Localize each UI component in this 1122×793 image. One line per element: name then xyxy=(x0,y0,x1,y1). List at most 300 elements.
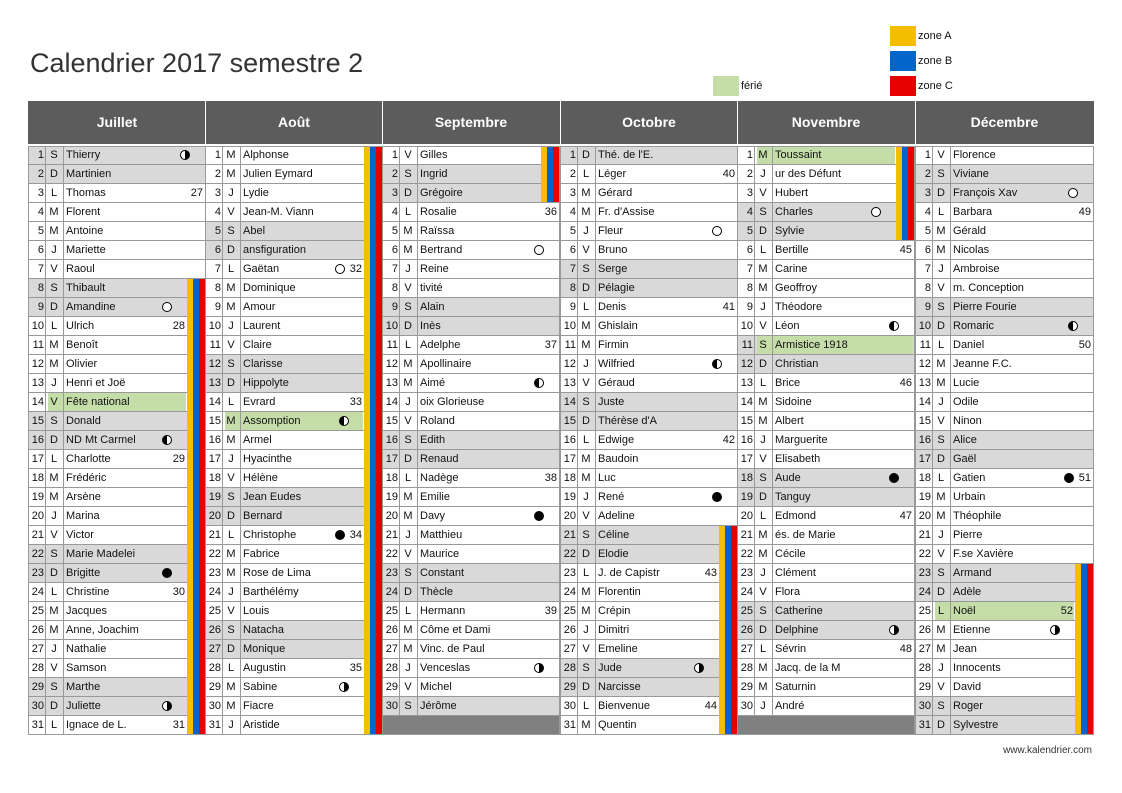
saint-name: és. de Marie xyxy=(775,529,836,541)
saint-name: Côme et Dami xyxy=(420,624,491,636)
day-number: 31 xyxy=(31,719,44,731)
day-number: 12 xyxy=(740,358,753,370)
saint-name: Théodore xyxy=(775,301,823,313)
day-number: 24 xyxy=(563,586,576,598)
saint-name: Thierry xyxy=(66,149,101,161)
saint-name: Edmond xyxy=(775,510,816,522)
day-number: 2 xyxy=(924,168,931,180)
day-of-week: J xyxy=(583,358,589,370)
header-separator xyxy=(915,101,916,144)
week-number: 47 xyxy=(899,510,912,522)
day-of-week: D xyxy=(582,548,590,560)
footer-url: www.kalendrier.com xyxy=(1003,745,1092,756)
day-number: 13 xyxy=(208,377,221,389)
day-of-week: M xyxy=(758,149,768,161)
day-of-week: M xyxy=(49,206,59,218)
day-of-week: M xyxy=(49,358,59,370)
day-of-week: M xyxy=(581,719,591,731)
day-number: 7 xyxy=(214,263,221,275)
day-number: 17 xyxy=(385,453,398,465)
day-number: 14 xyxy=(31,396,44,408)
day-number: 27 xyxy=(563,643,576,655)
day-of-week: D xyxy=(759,491,767,503)
month-header: Décembre xyxy=(915,101,1094,144)
saint-name: Edith xyxy=(420,434,446,446)
day-of-week: L xyxy=(582,567,590,579)
saint-name: Romaric xyxy=(953,320,994,332)
day-number: 20 xyxy=(918,510,931,522)
week-number: 37 xyxy=(544,339,557,351)
saint-name: Noël xyxy=(953,605,976,617)
week-number: 45 xyxy=(899,244,912,256)
day-of-week: J xyxy=(51,244,57,256)
saint-name: Adelphe xyxy=(420,339,461,351)
day-of-week: S xyxy=(404,434,412,446)
day-number: 30 xyxy=(31,700,44,712)
saint-name: Natacha xyxy=(243,624,284,636)
day-number: 2 xyxy=(37,168,44,180)
day-of-week: V xyxy=(937,282,945,294)
saint-name: Marina xyxy=(66,510,100,522)
week-number: 29 xyxy=(172,453,185,465)
day-number: 15 xyxy=(918,415,931,427)
saint-name: Alain xyxy=(420,301,445,313)
day-of-week: D xyxy=(404,586,412,598)
saint-name: Aristide xyxy=(243,719,280,731)
saint-name: Quentin xyxy=(598,719,637,731)
day-of-week: J xyxy=(51,643,57,655)
day-number: 8 xyxy=(214,282,221,294)
saint-name: Charlotte xyxy=(66,453,111,465)
day-number: 23 xyxy=(31,567,44,579)
saint-name: Théophile xyxy=(953,510,1002,522)
day-of-week: S xyxy=(404,700,412,712)
saint-name: Brigitte xyxy=(66,567,101,579)
day-number: 17 xyxy=(31,453,44,465)
saint-name: Fabrice xyxy=(243,548,280,560)
day-number: 6 xyxy=(391,244,398,256)
day-of-week: M xyxy=(226,567,236,579)
month-header: Août xyxy=(205,101,383,144)
legend-label-zone-b: zone B xyxy=(918,55,953,67)
day-number: 9 xyxy=(569,301,576,313)
day-of-week: M xyxy=(758,662,768,674)
saint-name: Anne, Joachim xyxy=(66,624,139,636)
day-of-week: S xyxy=(937,301,945,313)
day-of-week: M xyxy=(226,168,236,180)
day-of-week: V xyxy=(404,681,412,693)
day-of-week: D xyxy=(50,700,58,712)
saint-name: Florentin xyxy=(598,586,641,598)
saint-name: Pierre Fourie xyxy=(953,301,1017,313)
saint-name: Amour xyxy=(243,301,276,313)
day-number: 25 xyxy=(563,605,576,617)
day-number: 12 xyxy=(208,358,221,370)
day-number: 6 xyxy=(569,244,576,256)
day-number: 4 xyxy=(391,206,398,218)
day-number: 9 xyxy=(214,301,221,313)
week-number: 50 xyxy=(1078,339,1091,351)
day-number: 27 xyxy=(31,643,44,655)
day-of-week: M xyxy=(49,491,59,503)
day-number: 18 xyxy=(918,472,931,484)
saint-name: Juste xyxy=(598,396,625,408)
day-of-week: L xyxy=(404,206,412,218)
day-of-week: M xyxy=(403,244,413,256)
saint-name: Apollinaire xyxy=(420,358,472,370)
saint-name: Fleur xyxy=(598,225,624,237)
month-header: Juillet xyxy=(28,101,206,144)
day-of-week: J xyxy=(938,396,944,408)
saint-name: Bienvenue xyxy=(598,700,650,712)
day-of-week: M xyxy=(49,225,59,237)
day-number: 17 xyxy=(208,453,221,465)
day-number: 30 xyxy=(740,700,753,712)
day-of-week: M xyxy=(226,700,236,712)
saint-name: ND Mt Carmel xyxy=(66,434,136,446)
saint-name: Luc xyxy=(598,472,616,484)
day-of-week: V xyxy=(227,472,235,484)
day-of-week: J xyxy=(51,377,57,389)
saint-name: Odile xyxy=(953,396,979,408)
saint-name: ansfiguration xyxy=(243,244,306,256)
day-number: 7 xyxy=(391,263,398,275)
day-number: 15 xyxy=(208,415,221,427)
day-number: 3 xyxy=(746,187,753,199)
saint-name: Emilie xyxy=(420,491,450,503)
week-number: 31 xyxy=(172,719,185,731)
saint-name: Maurice xyxy=(420,548,460,560)
day-of-week: M xyxy=(403,225,413,237)
day-of-week: J xyxy=(760,168,766,180)
day-of-week: L xyxy=(582,168,590,180)
saint-name: Frédéric xyxy=(66,472,107,484)
day-number: 6 xyxy=(746,244,753,256)
day-of-week: L xyxy=(404,339,412,351)
day-number: 3 xyxy=(37,187,44,199)
day-of-week: D xyxy=(50,168,58,180)
saint-name: Christophe xyxy=(243,529,297,541)
month-3 xyxy=(560,101,738,734)
saint-name: Armand xyxy=(953,567,992,579)
day-of-week: V xyxy=(50,662,58,674)
day-number: 16 xyxy=(740,434,753,446)
saint-name: Jean Eudes xyxy=(243,491,302,503)
day-number: 23 xyxy=(918,567,931,579)
saint-name: Nadège xyxy=(420,472,459,484)
saint-name: Jeanne F.C. xyxy=(953,358,1012,370)
day-of-week: J xyxy=(228,320,234,332)
saint-name: Sidoine xyxy=(775,396,812,408)
day-of-week: M xyxy=(936,643,946,655)
saint-name: Wilfried xyxy=(598,358,635,370)
week-number: 34 xyxy=(349,529,362,541)
day-of-week: J xyxy=(228,719,234,731)
day-number: 23 xyxy=(385,567,398,579)
week-number: 33 xyxy=(349,396,362,408)
day-of-week: M xyxy=(758,396,768,408)
day-number: 28 xyxy=(563,662,576,674)
day-of-week: J xyxy=(405,263,411,275)
saint-name: Emeline xyxy=(598,643,638,655)
header-separator xyxy=(382,101,383,144)
day-of-week: M xyxy=(936,225,946,237)
day-of-week: S xyxy=(404,567,412,579)
saint-name: Hyacinthe xyxy=(243,453,292,465)
saint-name: Sabine xyxy=(243,681,278,693)
saint-name: Donald xyxy=(66,415,101,427)
day-number: 18 xyxy=(31,472,44,484)
day-number: 24 xyxy=(740,586,753,598)
day-of-week: J xyxy=(583,225,589,237)
day-number: 4 xyxy=(746,206,753,218)
saint-name: Fête national xyxy=(66,396,130,408)
day-of-week: S xyxy=(937,700,945,712)
day-of-week: D xyxy=(50,567,58,579)
day-of-week: L xyxy=(759,510,767,522)
page-title: Calendrier 2017 semestre 2 xyxy=(30,48,364,78)
day-number: 29 xyxy=(563,681,576,693)
day-number: 11 xyxy=(32,339,44,351)
day-number: 1 xyxy=(391,149,398,161)
day-number: 26 xyxy=(563,624,576,636)
month-border xyxy=(915,146,1094,735)
day-number: 27 xyxy=(385,643,398,655)
saint-name: Vinc. de Paul xyxy=(420,643,485,655)
day-number: 30 xyxy=(918,700,931,712)
day-number: 9 xyxy=(746,301,753,313)
day-number: 29 xyxy=(918,681,931,693)
saint-name: Lydie xyxy=(243,187,269,199)
day-of-week: M xyxy=(581,605,591,617)
day-of-week: D xyxy=(582,282,590,294)
header-separator xyxy=(737,101,738,144)
day-of-week: V xyxy=(227,339,235,351)
legend-label-ferie: férié xyxy=(741,80,763,92)
day-number: 25 xyxy=(208,605,221,617)
header-separator xyxy=(560,101,561,144)
day-number: 8 xyxy=(391,282,398,294)
saint-name: Gaël xyxy=(953,453,977,465)
day-number: 6 xyxy=(214,244,221,256)
day-of-week: S xyxy=(937,434,945,446)
day-of-week: V xyxy=(50,263,58,275)
day-of-week: S xyxy=(582,662,590,674)
saint-name: Olivier xyxy=(66,358,98,370)
saint-name: Rose de Lima xyxy=(243,567,311,579)
day-number: 13 xyxy=(563,377,576,389)
day-number: 29 xyxy=(208,681,221,693)
day-number: 4 xyxy=(37,206,44,218)
day-number: 17 xyxy=(918,453,931,465)
day-number: 22 xyxy=(31,548,44,560)
month-border xyxy=(205,146,383,735)
month-header: Octobre xyxy=(560,101,738,144)
day-of-week: D xyxy=(937,586,945,598)
saint-name: Ignace de L. xyxy=(66,719,127,731)
day-number: 29 xyxy=(740,681,753,693)
saint-name: Catherine xyxy=(775,605,823,617)
day-of-week: L xyxy=(50,586,58,598)
day-number: 10 xyxy=(563,320,576,332)
day-of-week: M xyxy=(226,681,236,693)
day-of-week: S xyxy=(759,472,767,484)
month-2 xyxy=(382,101,560,734)
day-number: 22 xyxy=(918,548,931,560)
saint-name: Serge xyxy=(598,263,628,275)
day-of-week: V xyxy=(404,149,412,161)
day-number: 11 xyxy=(386,339,398,351)
saint-name: Matthieu xyxy=(420,529,463,541)
saint-name: Florence xyxy=(953,149,996,161)
saint-name: Marguerite xyxy=(775,434,828,446)
saint-name: Géraud xyxy=(598,377,635,389)
day-of-week: J xyxy=(938,263,944,275)
day-of-week: M xyxy=(403,643,413,655)
day-number: 10 xyxy=(385,320,398,332)
day-number: 21 xyxy=(918,529,931,541)
day-of-week: M xyxy=(581,206,591,218)
saint-name: Samson xyxy=(66,662,107,674)
day-of-week: M xyxy=(758,548,768,560)
saint-name: Etienne xyxy=(953,624,991,636)
saint-name: Cécile xyxy=(775,548,806,560)
saint-name: Elisabeth xyxy=(775,453,821,465)
day-number: 13 xyxy=(31,377,44,389)
day-of-week: M xyxy=(403,491,413,503)
day-of-week: M xyxy=(936,377,946,389)
day-number: 30 xyxy=(385,700,398,712)
day-number: 6 xyxy=(37,244,44,256)
saint-name: Delphine xyxy=(775,624,819,636)
week-number: 40 xyxy=(722,168,735,180)
saint-name: Innocents xyxy=(953,662,1001,674)
month-border xyxy=(28,146,206,735)
day-number: 27 xyxy=(918,643,931,655)
day-number: 16 xyxy=(563,434,576,446)
day-of-week: D xyxy=(937,187,945,199)
saint-name: Tanguy xyxy=(775,491,811,503)
saint-name: Roger xyxy=(953,700,983,712)
month-header: Septembre xyxy=(382,101,560,144)
day-number: 4 xyxy=(214,206,221,218)
day-number: 19 xyxy=(918,491,931,503)
day-of-week: D xyxy=(227,510,235,522)
day-of-week: M xyxy=(758,415,768,427)
day-number: 5 xyxy=(569,225,576,237)
day-of-week: L xyxy=(582,301,590,313)
day-of-week: M xyxy=(226,434,236,446)
saint-name: Baudoin xyxy=(598,453,639,465)
day-of-week: V xyxy=(227,605,235,617)
day-of-week: D xyxy=(404,187,412,199)
saint-name: Jude xyxy=(598,662,622,674)
day-of-week: M xyxy=(936,244,946,256)
day-number: 11 xyxy=(209,339,221,351)
saint-name: Hubert xyxy=(775,187,809,199)
day-number: 20 xyxy=(740,510,753,522)
day-number: 8 xyxy=(37,282,44,294)
saint-name: Armistice 1918 xyxy=(775,339,848,351)
day-of-week: M xyxy=(581,453,591,465)
saint-name: Assomption xyxy=(243,415,301,427)
day-number: 22 xyxy=(208,548,221,560)
saint-name: Nathalie xyxy=(66,643,107,655)
day-number: 7 xyxy=(746,263,753,275)
saint-name: Crépin xyxy=(598,605,631,617)
day-number: 3 xyxy=(391,187,398,199)
saint-name: Benoît xyxy=(66,339,98,351)
saint-name: Gaëtan xyxy=(243,263,280,275)
day-number: 20 xyxy=(208,510,221,522)
day-of-week: L xyxy=(759,377,767,389)
day-number: 7 xyxy=(924,263,931,275)
day-number: 28 xyxy=(918,662,931,674)
day-of-week: V xyxy=(404,415,412,427)
week-number: 28 xyxy=(172,320,185,332)
day-of-week: D xyxy=(582,681,590,693)
saint-name: Renaud xyxy=(420,453,459,465)
saint-name: Claire xyxy=(243,339,272,351)
day-of-week: L xyxy=(937,339,945,351)
day-number: 21 xyxy=(563,529,576,541)
day-number: 20 xyxy=(31,510,44,522)
day-of-week: V xyxy=(582,377,590,389)
day-of-week: D xyxy=(227,244,235,256)
week-number: 27 xyxy=(190,187,203,199)
day-of-week: L xyxy=(937,605,945,617)
saint-name: Antoine xyxy=(66,225,104,237)
day-number: 16 xyxy=(385,434,398,446)
day-number: 24 xyxy=(31,586,44,598)
legend-swatch-ferie xyxy=(713,76,739,96)
day-of-week: L xyxy=(227,662,235,674)
week-number: 41 xyxy=(722,301,735,313)
day-number: 25 xyxy=(385,605,398,617)
day-of-week: J xyxy=(760,567,766,579)
saint-name: Jean-M. Viann xyxy=(243,206,314,218)
day-number: 10 xyxy=(31,320,44,332)
saint-name: Bertrand xyxy=(420,244,463,256)
saint-name: Marie Madelei xyxy=(66,548,136,560)
day-of-week: V xyxy=(50,396,58,408)
day-of-week: L xyxy=(759,244,767,256)
day-number: 29 xyxy=(31,681,44,693)
saint-name: Julien Eymard xyxy=(243,168,313,180)
saint-name: Henri et Joë xyxy=(66,377,126,389)
saint-name: René xyxy=(598,491,625,503)
day-number: 28 xyxy=(740,662,753,674)
day-number: 24 xyxy=(918,586,931,598)
week-number: 49 xyxy=(1078,206,1091,218)
day-number: 21 xyxy=(31,529,44,541)
calendar-grid xyxy=(28,101,1094,734)
day-number: 31 xyxy=(208,719,221,731)
saint-name: Gérard xyxy=(598,187,633,199)
day-number: 25 xyxy=(918,605,931,617)
saint-name: Thérèse d'A xyxy=(598,415,657,427)
saint-name: Barthélémy xyxy=(243,586,299,598)
saint-name: Hélène xyxy=(243,472,278,484)
saint-name: Thé. de l'E. xyxy=(598,149,654,161)
day-of-week: V xyxy=(227,206,235,218)
day-number: 2 xyxy=(746,168,753,180)
day-number: 5 xyxy=(746,225,753,237)
month-1 xyxy=(205,101,383,734)
day-of-week: L xyxy=(50,187,58,199)
day-number: 30 xyxy=(563,700,576,712)
saint-name: Thomas xyxy=(66,187,106,199)
